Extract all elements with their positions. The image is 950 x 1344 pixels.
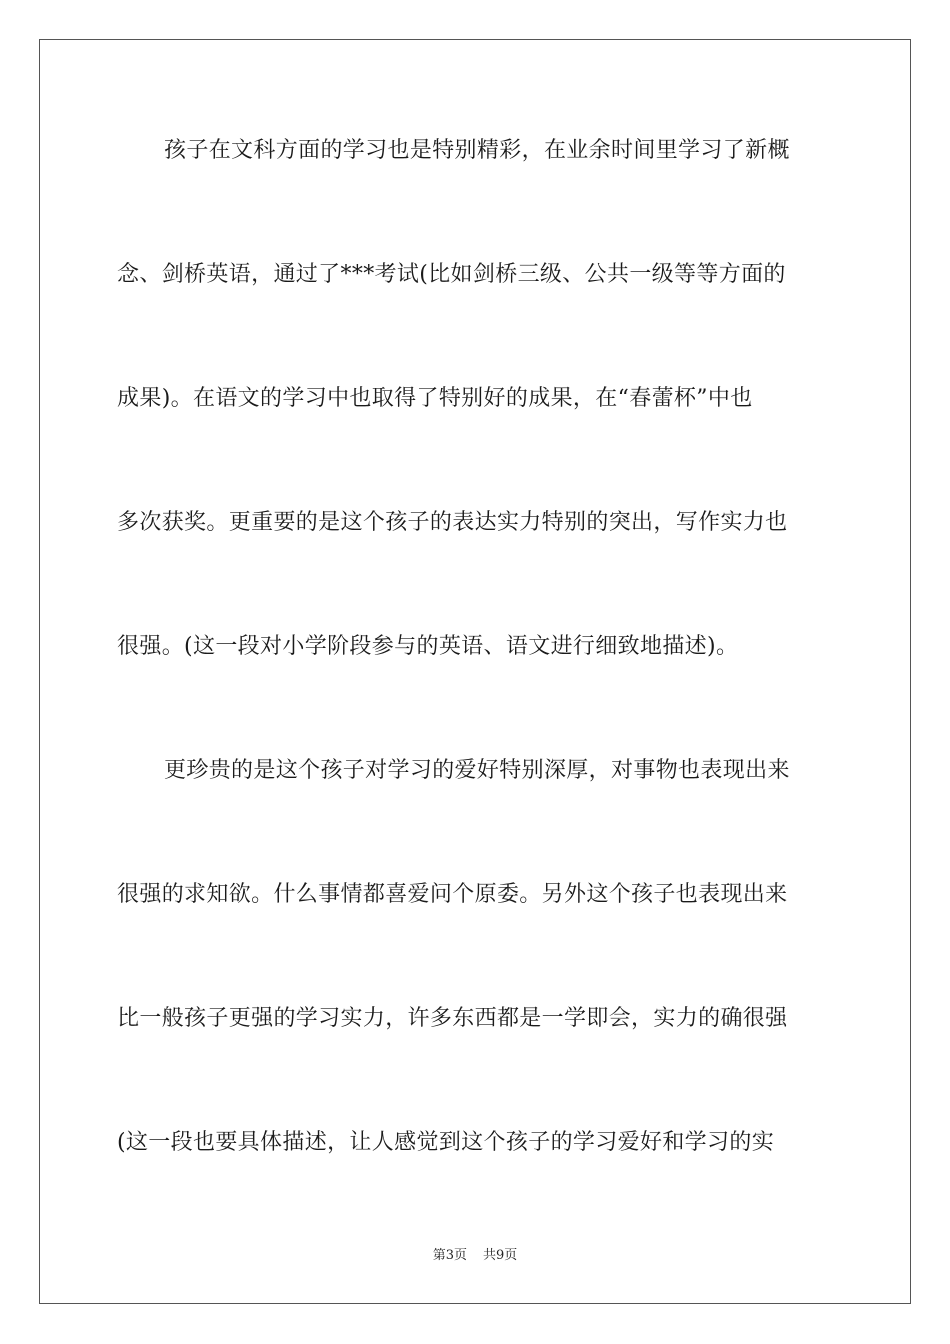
paragraph-line: 很强。(这一段对小学阶段参与的英语、语文进行细致地描述)。: [117, 634, 739, 659]
paragraph-line: (这一段也要具体描述，让人感觉到这个孩子的学习爱好和学习的实: [117, 1130, 775, 1155]
page-total: 共9页: [483, 1248, 518, 1263]
paragraph-line: 比一般孩子更强的学习实力，许多东西都是一学即会，实力的确很强: [117, 1006, 788, 1031]
paragraph-line: 孩子在文科方面的学习也是特别精彩，在业余时间里学习了新概: [164, 138, 790, 163]
page-footer: [0, 1247, 950, 1265]
paragraph-line: 很强的求知欲。什么事情都喜爱问个原委。另外这个孩子也表现出来: [117, 882, 788, 907]
page-number: 第3页: [432, 1248, 467, 1263]
paragraph-line: 念、剑桥英语，通过了***考试(比如剑桥三级、公共一级等等方面的: [117, 262, 786, 287]
paragraph-line: 成果)。在语文的学习中也取得了特别好的成果，在“春蕾杯”中也: [117, 386, 753, 411]
paragraph-line: 更珍贵的是这个孩子对学习的爱好特别深厚，对事物也表现出来: [164, 758, 790, 783]
paragraph-line: 多次获奖。更重要的是这个孩子的表达实力特别的突出，写作实力也: [117, 510, 788, 535]
page-border: [39, 39, 911, 1304]
